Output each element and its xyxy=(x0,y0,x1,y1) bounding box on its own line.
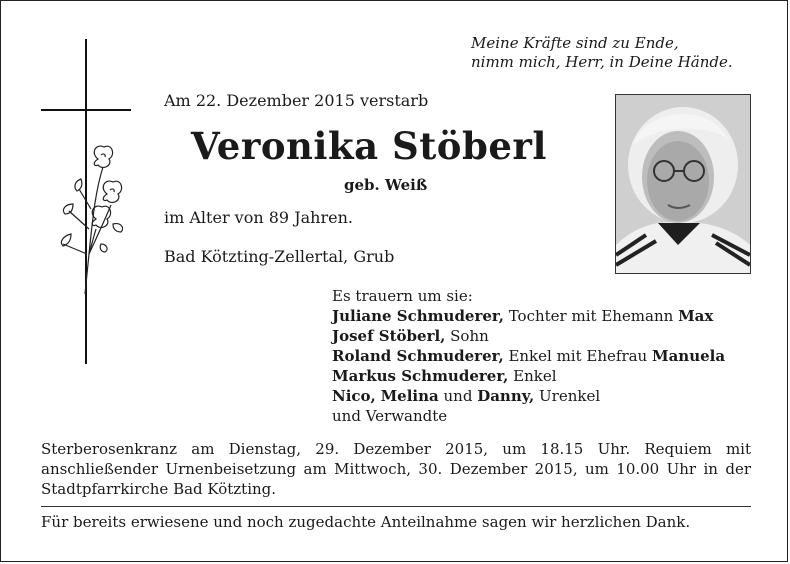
conjunction: und xyxy=(438,387,478,405)
death-announcement-intro: Am 22. Dezember 2015 verstarb xyxy=(164,91,429,110)
mourner-relation: Urenkel xyxy=(534,387,601,405)
motto-line-1: Meine Kräfte sind zu Ende, xyxy=(471,34,679,52)
age-at-death: im Alter von 89 Jahren. xyxy=(164,208,353,227)
cross-with-roses-icon xyxy=(41,39,136,369)
divider xyxy=(41,506,751,507)
thanks-note: Für bereits erwiesene und noch zugedachte Anteilnahme sagen wir herzlichen Dank. xyxy=(41,513,691,531)
mourner-name: Josef Stöberl, xyxy=(332,327,446,345)
mourner-line xyxy=(332,326,725,346)
mourner-line xyxy=(332,346,725,366)
mourner-relation: Enkel xyxy=(508,367,557,385)
great-grandchild-name: Danny, xyxy=(477,387,535,405)
mourners-heading: Es trauern um sie: xyxy=(332,287,473,305)
mourner-name: Markus Schmuderer, xyxy=(332,367,509,385)
mourner-spouse: Manuela xyxy=(651,347,726,365)
mourners-others: und Verwandte xyxy=(332,407,448,425)
mourner-line xyxy=(332,306,725,326)
maiden-name: geb. Weiß xyxy=(344,176,428,194)
mourner-line xyxy=(332,366,725,386)
place-of-residence: Bad Kötzting-Zellertal, Grub xyxy=(164,247,395,266)
mourner-spouse: Max xyxy=(678,307,714,325)
mourner-relation: Tochter mit Ehemann xyxy=(503,307,679,325)
motto-verse xyxy=(471,34,771,72)
mourner-relation: Enkel mit Ehefrau xyxy=(503,347,652,365)
mourner-name: Roland Schmuderer, xyxy=(332,347,504,365)
mourners-list xyxy=(332,286,725,426)
portrait-photo xyxy=(615,94,751,274)
great-grandchild-name: Nico, xyxy=(332,387,376,405)
mourner-name: Juliane Schmuderer, xyxy=(332,307,504,325)
service-details: Sterberosenkranz am Dienstag, 29. Dezember 2015, um 18.15 Uhr. Requiem mit anschließender Urnenbeisetzung am Mittwoch, 30. Dezember 2015, um 10.00 Uhr in der Stadtpfarrkirche Bad Kötzting. xyxy=(41,440,751,498)
motto-line-2: nimm mich, Herr, in Deine Hände. xyxy=(471,53,733,71)
mourner-line-great-grandchildren xyxy=(332,386,725,406)
mourner-relation: Sohn xyxy=(445,327,489,345)
deceased-name: Veronika Stöberl xyxy=(191,124,547,168)
great-grandchild-name: Melina xyxy=(380,387,439,405)
